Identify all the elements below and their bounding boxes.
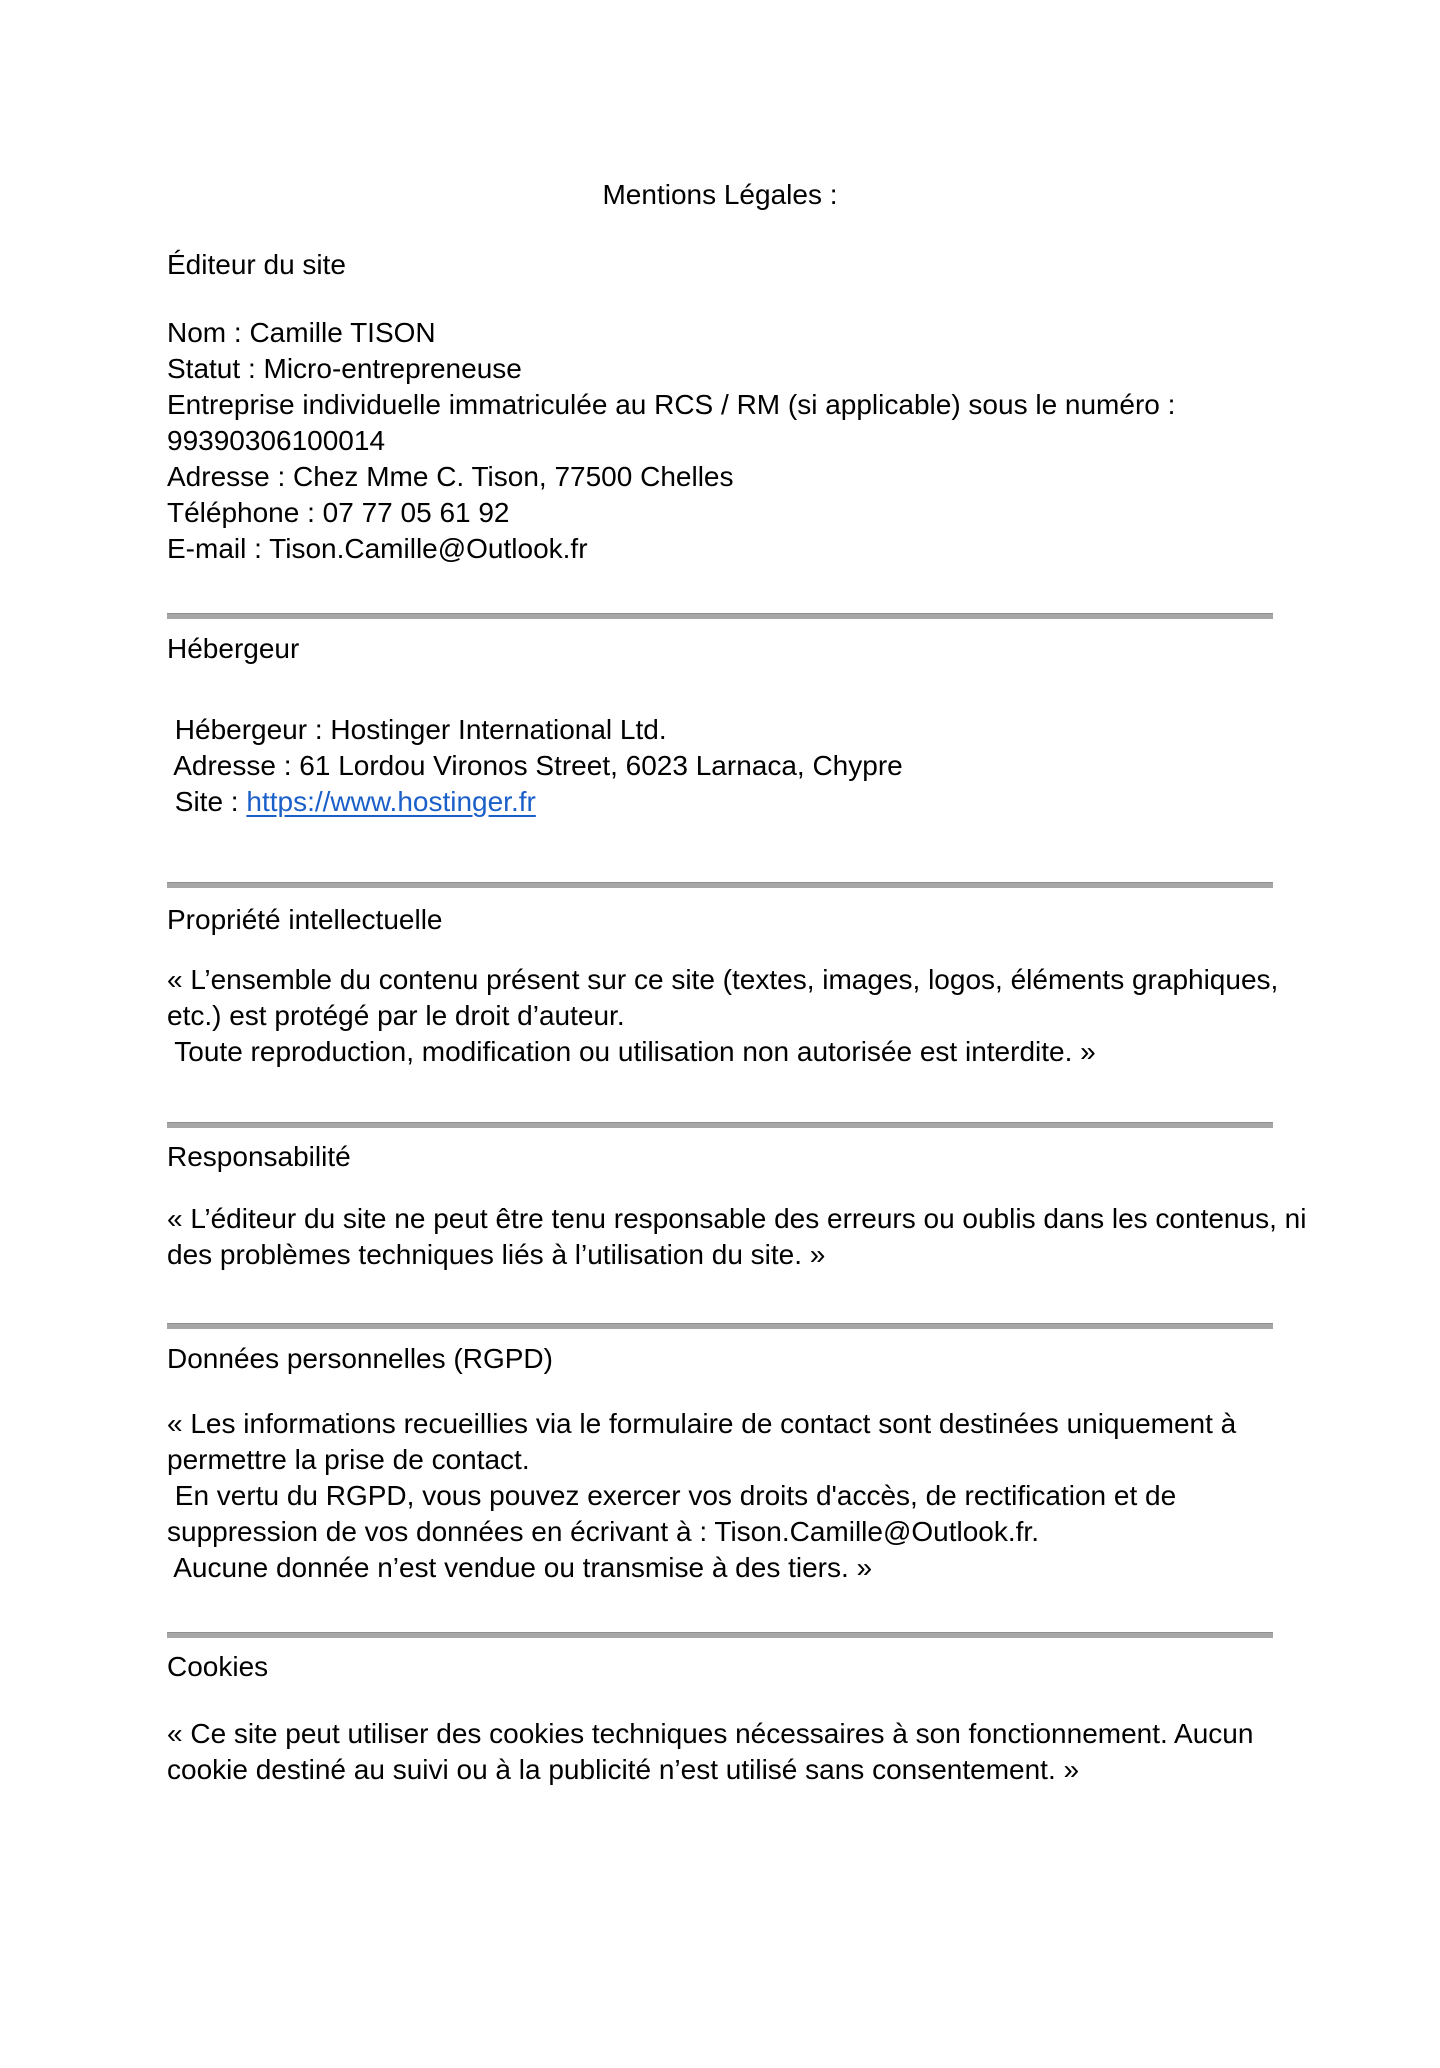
section-divider (167, 1323, 1273, 1329)
text-line: « L’éditeur du site ne peut être tenu responsable des erreurs ou oublis dans les contenus, ni (167, 1203, 1307, 1234)
text-line: 99390306100014 (167, 425, 386, 456)
text-line-site (167, 784, 1273, 820)
section-divider (167, 613, 1273, 619)
section-heading-propriete: Propriété intellectuelle (167, 904, 443, 935)
section-cookies-paragraph (167, 1716, 1273, 1788)
text-line: Téléphone : 07 77 05 61 92 (167, 497, 510, 528)
text-line: Adresse : Chez Mme C. Tison, 77500 Chelles (167, 461, 734, 492)
text-line: des problèmes techniques liés à l’utilisation du site. » (167, 1239, 826, 1270)
text-line: En vertu du RGPD, vous pouvez exercer vos droits d'accès, de rectification et de (167, 1480, 1177, 1511)
text-line: etc.) est protégé par le droit d’auteur. (167, 1000, 625, 1031)
section-editeur-paragraph (167, 315, 1273, 567)
text-line: Entreprise individuelle immatriculée au RCS / RM (si applicable) sous le numéro : (167, 389, 1176, 420)
section-heading-responsabilite: Responsabilité (167, 1141, 351, 1172)
text-line: « Ce site peut utiliser des cookies techniques nécessaires à son fonctionnement. Aucun (167, 1718, 1254, 1749)
text-line: suppression de vos données en écrivant à : Tison.Camille@Outlook.fr. (167, 1516, 1039, 1547)
section-heading-editeur: Éditeur du site (167, 249, 346, 280)
text-line: « L’ensemble du contenu présent sur ce site (textes, images, logos, éléments graphiques, (167, 964, 1279, 995)
text-line: Statut : Micro-entrepreneuse (167, 353, 522, 384)
text-line: Toute reproduction, modification ou utilisation non autorisée est interdite. » (167, 1036, 1096, 1067)
text-line: Adresse : 61 Lordou Vironos Street, 6023 Larnaca, Chypre (167, 750, 903, 781)
section-heading-rgpd: Données personnelles (RGPD) (167, 1343, 553, 1374)
text-line: cookie destiné au suivi ou à la publicité n’est utilisé sans consentement. » (167, 1754, 1080, 1785)
section-divider (167, 1632, 1273, 1638)
section-divider (167, 1122, 1273, 1128)
section-responsabilite-paragraph (167, 1201, 1307, 1273)
section-heading-hebergeur: Hébergeur (167, 633, 300, 664)
text-line: « Les informations recueillies via le formulaire de contact sont destinées uniquement à (167, 1408, 1237, 1439)
section-heading-cookies: Cookies (167, 1651, 269, 1682)
section-propriete-paragraph (167, 962, 1279, 1070)
section-hebergeur-paragraph (167, 712, 1273, 820)
text-line: Nom : Camille TISON (167, 317, 436, 348)
document-content (167, 0, 1307, 1788)
text-line: E-mail : Tison.Camille@Outlook.fr (167, 533, 588, 564)
text-line: Hébergeur : Hostinger International Ltd. (167, 714, 667, 745)
hostinger-link[interactable]: https://www.hostinger.fr (246, 786, 536, 817)
section-divider (167, 882, 1273, 888)
text-line: permettre la prise de contact. (167, 1444, 530, 1475)
section-rgpd-paragraph (167, 1406, 1273, 1586)
site-label: Site : (167, 786, 247, 817)
page-title: Mentions Légales : (602, 179, 838, 210)
text-line: Aucune donnée n’est vendue ou transmise à des tiers. » (167, 1552, 873, 1583)
